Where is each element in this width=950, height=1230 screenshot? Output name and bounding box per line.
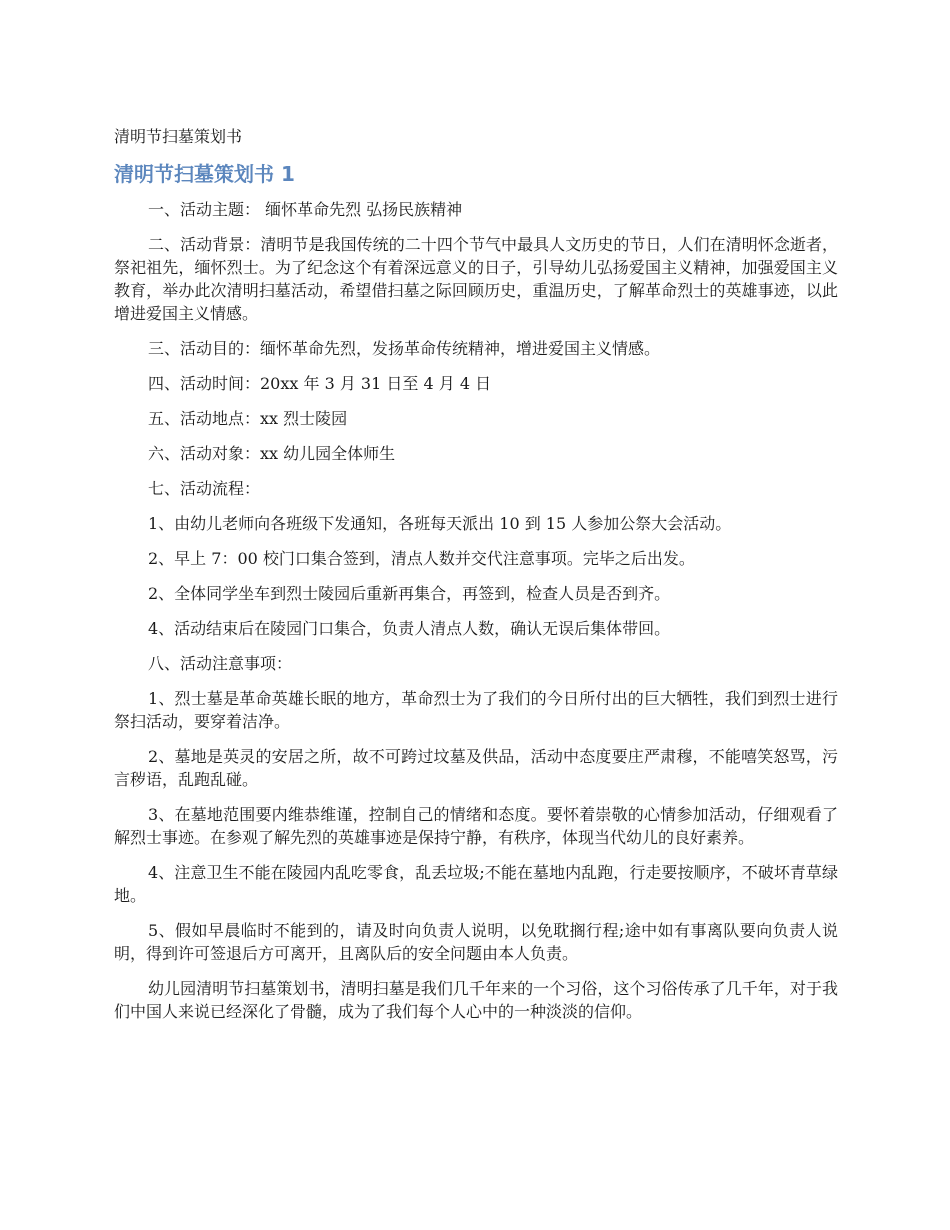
note-item: 4、注意卫生不能在陵园内乱吃零食，乱丢垃圾;不能在墓地内乱跑，行走要按顺序，不破坏青草绿地。 <box>114 863 838 905</box>
paragraph-location: 五、活动地点：xx 烈士陵园 <box>148 409 348 428</box>
paragraph-conclusion: 幼儿园清明节扫墓策划书，清明扫墓是我们几千年来的一个习俗，这个习俗传承了几千年，对于我们中国人来说已经深化了骨髓，成为了我们每个人心中的一种淡淡的信仰。 <box>114 979 838 1021</box>
note-item: 5、假如早晨临时不能到的，请及时向负责人说明，以免耽搁行程;途中如有事离队要向负责人说明，得到许可签退后方可离开，且离队后的安全问题由本人负责。 <box>114 921 838 963</box>
process-step: 4、活动结束后在陵园门口集合，负责人清点人数，确认无误后集体带回。 <box>148 619 671 638</box>
note-item: 3、在墓地范围要内维恭维谨，控制自己的情绪和态度。要怀着崇敬的心情参加活动，仔细观看了解烈士事迹。在参观了解先烈的英雄事迹是保持宁静，有秩序，体现当代幼儿的良好素养。 <box>114 805 838 847</box>
note-item: 1、烈士墓是革命英雄长眠的地方，革命烈士为了我们的今日所付出的巨大牺牲，我们到烈士进行祭扫活动，要穿着洁净。 <box>114 689 838 731</box>
process-step: 2、全体同学坐车到烈士陵园后重新再集合，再签到，检查人员是否到齐。 <box>148 584 671 603</box>
section-heading: 清明节扫墓策划书 1 <box>114 162 295 186</box>
process-step: 2、早上 7：00 校门口集合签到，清点人数并交代注意事项。完毕之后出发。 <box>148 549 695 568</box>
note-item: 2、墓地是英灵的安居之所，故不可跨过坟墓及供品，活动中态度要庄严肃穆，不能嘻笑怒骂，污言秽语，乱跑乱碰。 <box>114 747 838 789</box>
paragraph-process-heading: 七、活动流程： <box>148 479 261 498</box>
paragraph-participants: 六、活动对象：xx 幼儿园全体师生 <box>148 444 396 463</box>
paragraph-purpose: 三、活动目的：缅怀革命先烈，发扬革命传统精神，增进爱国主义情感。 <box>148 339 661 358</box>
document-title: 清明节扫墓策划书 <box>114 127 243 146</box>
process-step: 1、由幼儿老师向各班级下发通知，各班每天派出 10 到 15 人参加公祭大会活动。 <box>148 514 732 533</box>
paragraph-time: 四、活动时间：20xx 年 3 月 31 日至 4 月 4 日 <box>148 374 492 393</box>
paragraph-background: 二、活动背景：清明节是我国传统的二十四个节气中最具人文历史的节日，人们在清明怀念逝者，祭祀祖先，缅怀烈士。为了纪念这个有着深远意义的日子，引导幼儿弘扬爱国主义精神，加强爱国主义教育，举办此次清明扫墓活动，希望借扫墓之际回顾历史，重温历史，了解革命烈士的英雄事迹，以此增进爱国主义情感。 <box>114 235 838 323</box>
paragraph-theme: 一、活动主题： 缅怀革命先烈 弘扬民族精神 <box>148 200 463 219</box>
paragraph-notes-heading: 八、活动注意事项： <box>148 654 293 673</box>
document-page <box>114 124 838 1035</box>
